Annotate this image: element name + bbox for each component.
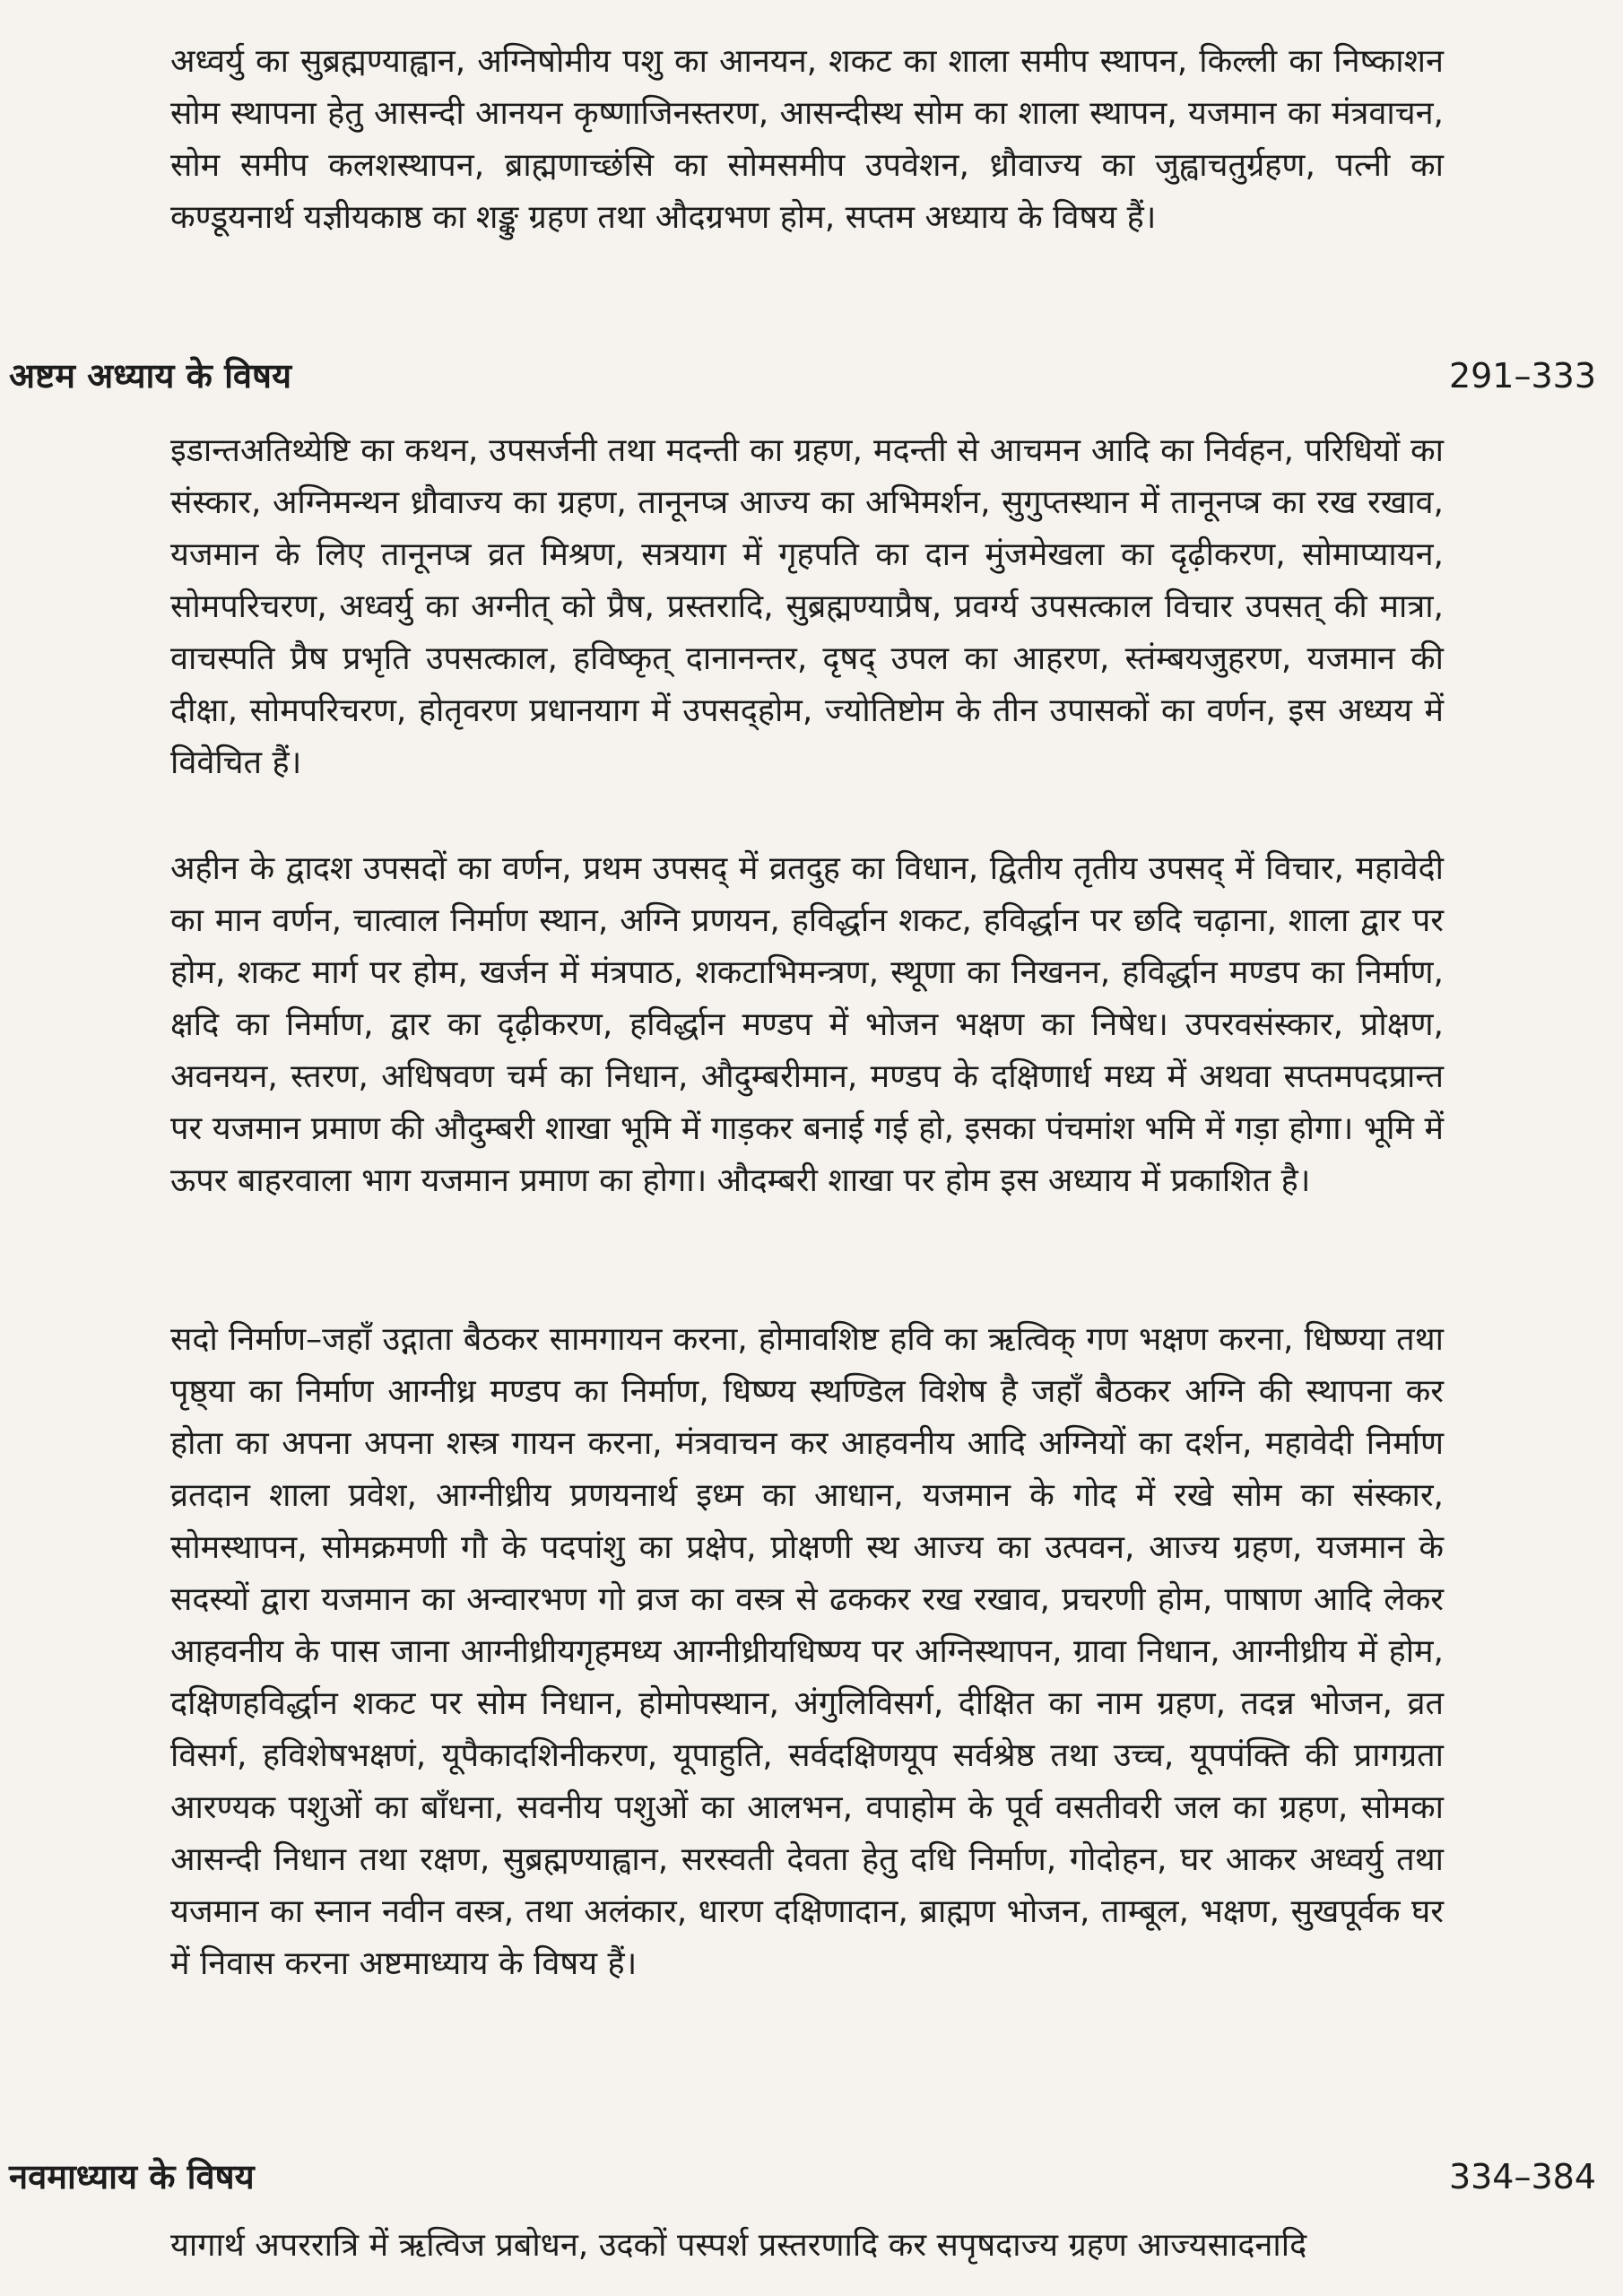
- section-8-heading: [9, 352, 1596, 398]
- section-8-paragraph-3: सदो निर्माण–जहाँ उद्गाता बैठकर सामगायन करना, होमावशिष्ट हवि का ऋत्विक् गण भक्षण करना, धिष्ण्या तथा पृष्ठ्या का निर्माण आग्नीध्र मण्डप का निर्माण, धिष्ण्य स्थण्डिल विशेष है जहाँ बैठकर अग्नि की स्थापना कर होता का अपना अपना शस्त्र गायन करना, मंत्रवाचन कर आहवनीय आदि अग्नियों का दर्शन, महावेदी निर्माण व्रतदान शाला प्रवेश, आग्नीध्रीय प्रणयनार्थ इध्म का आधान, यजमान के गोद में रखे सोम का संस्कार, सोमस्थापन, सोमक्रमणी गौ के पदपांशु का प्रक्षेप, प्रोक्षणी स्थ आज्य का उत्पवन, आज्य ग्रहण, यजमान के सदस्यों द्वारा यजमान का अन्वारभण गो व्रज का वस्त्र से ढककर रख रखाव, प्रचरणी होम, पाषाण आदि लेकर आहवनीय के पास जाना आग्नीध्रीयगृहमध्य आग्नीध्रीयधिष्ण्य पर अग्निस्थापन, ग्रावा निधान, आग्नीध्रीय में होम, दक्षिणहविर्द्धान शकट पर सोम निधान, होमोपस्थान, अंगुलिविसर्ग, दीक्षित का नाम ग्रहण, तदन्न भोजन, व्रत विसर्ग, हविशेषभक्षणं, यूपैकादशिनीकरण, यूपाहुति, सर्वदक्षिणयूप सर्वश्रेष्ठ तथा उच्च, यूपपंक्ति की प्रागग्रता आरण्यक पशुओं का बाँधना, सवनीय पशुओं का आलभन, वपाहोम के पूर्व वसतीवरी जल का ग्रहण, सोमका आसन्दी निधान तथा रक्षण, सुब्रह्मण्याह्वान, सरस्वती देवता हेतु दधि निर्माण, गोदोहन, घर आकर अध्वर्यु तथा यजमान का स्नान नवीन वस्त्र, तथा अलंकार, धारण दक्षिणादान, ब्राह्मण भोजन, ताम्बूल, भक्षण, सुखपूर्वक घर में निवास करना अष्टमाध्याय के विषय हैं।: [170, 1321, 1444, 1982]
- section-9-heading: [9, 2152, 1596, 2199]
- section-9-page-range: 334–384: [1448, 2157, 1596, 2196]
- section-8-title: अष्टम अध्याय के विषय: [9, 356, 292, 396]
- section-8-page-range: 291–333: [1448, 356, 1596, 396]
- section-9-title: नवमाध्याय के विषय: [9, 2157, 255, 2196]
- section-8-paragraph-2: अहीन के द्वादश उपसदों का वर्णन, प्रथम उपसद् में व्रतदुह का विधान, द्वितीय तृतीय उपसद् में विचार, महावेदी का मान वर्णन, चात्वाल निर्माण स्थान, अग्नि प्रणयन, हविर्द्धान शकट, हविर्द्धान पर छदि चढ़ाना, शाला द्वार पर होम, शकट मार्ग पर होम, खर्जन में मंत्रपाठ, शकटाभिमन्त्रण, स्थूणा का निखनन, हविर्द्धान मण्डप का निर्माण, क्षदि का निर्माण, द्वार का दृढ़ीकरण, हविर्द्धान मण्डप में भोजन भक्षण का निषेध। उपरवसंस्कार, प्रोक्षण, अवनयन, स्तरण, अधिषवण चर्म का निधान, औदुम्बरीमान, मण्डप के दक्षिणार्ध मध्य में अथवा सप्तमपदप्रान्त पर यजमान प्रमाण की औदुम्बरी शाखा भूमि में गाड़कर बनाई गई हो, इसका पंचमांश भमि में गड़ा होगा। भूमि में ऊपर बाहरवाला भाग यजमान प्रमाण का होगा। औदम्बरी शाखा पर होम इस अध्याय में प्रकाशित है।: [170, 850, 1444, 1199]
- intro-paragraph: अध्वर्यु का सुब्रह्मण्याह्वान, अग्निषोमीय पशु का आनयन, शकट का शाला समीप स्थापन, किल्ली का निष्काशन सोम स्थापना हेतु आसन्दी आनयन कृष्णाजिनस्तरण, आसन्दीस्थ सोम का शाला स्थापन, यजमान का मंत्रवाचन, सोम समीप कलशस्थापन, ब्राह्मणाच्छंसि का सोमसमीप उपवेशन, ध्रौवाज्य का जुह्वाचतुर्ग्रहण, पत्नी का कण्डूयनार्थ यज्ञीयकाष्ठ का शङ्कु ग्रहण तथा औदग्रभण होम, सप्तम अध्याय के विषय हैं।: [170, 43, 1444, 236]
- section-8-paragraph-1: इडान्तअतिथ्येष्टि का कथन, उपसर्जनी तथा मदन्ती का ग्रहण, मदन्ती से आचमन आदि का निर्वहन, परिधियों का संस्कार, अग्निमन्थन ध्रौवाज्य का ग्रहण, तानूनप्त्र आज्य का अभिमर्शन, सुगुप्तस्थान में तानूनप्त्र का रख रखाव, यजमान के लिए तानूनप्त्र व्रत मिश्रण, सत्रयाग में गृहपति का दान मुंजमेखला का दृढ़ीकरण, सोमाप्यायन, सोमपरिचरण, अध्वर्यु का अग्नीत् को प्रैष, प्रस्तरादि, सुब्रह्मण्याप्रैष, प्रवर्ग्य उपसत्काल विचार उपसत् की मात्रा, वाचस्पति प्रैष प्रभृति उपसत्काल, हविष्कृत् दानानन्तर, दृषद् उपल का आहरण, स्तंम्बयजुहरण, यजमान की दीक्षा, सोमपरिचरण, होतृवरण प्रधानयाग में उपसद्होम, ज्योतिष्टोम के तीन उपासकों का वर्णन, इस अध्यय में विवेचित हैं।: [170, 432, 1445, 781]
- section-9-paragraph-1: यागार्थ अपररात्रि में ऋत्विज प्रबोधन, उदकों पस्पर्श प्रस्तरणादि कर सपृषदाज्य ग्रहण आज्यसादनादि: [170, 2227, 1307, 2264]
